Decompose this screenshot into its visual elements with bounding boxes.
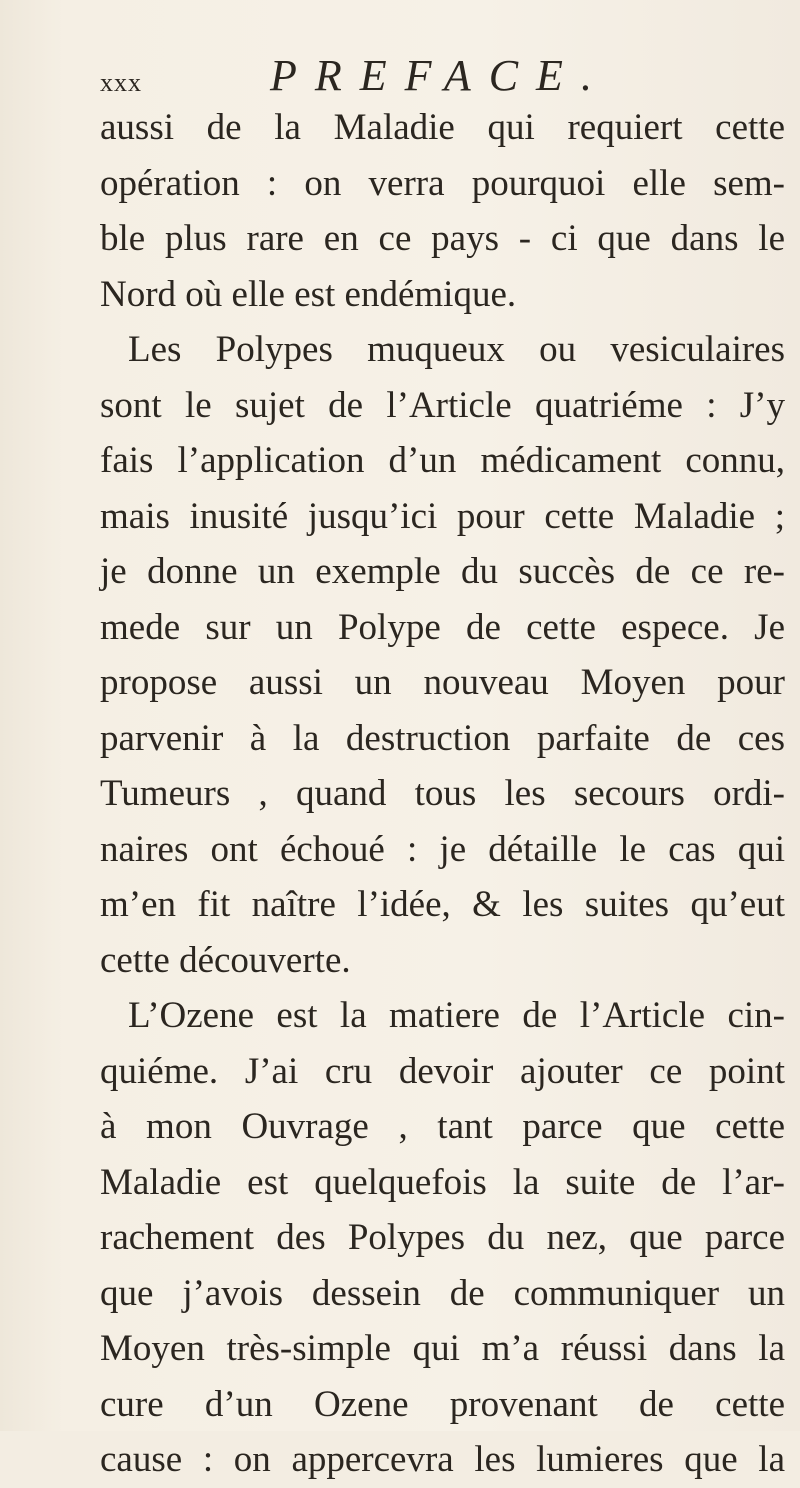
text-line: Moyen très-simple qui m’a réussi dans la [100,1328,785,1369]
text-line: Maladie est quelquefois la suite de l’ar- [100,1161,785,1203]
text-line: ble plus rare en ce pays - ci que dans le [100,218,785,259]
text-line: cause : on appercevra les lumieres que la [100,1439,785,1480]
text-line: que j’avois dessein de communiquer un [100,1272,785,1314]
page-number: xxx [100,68,142,97]
text-line: Les Polypes muqueux ou vesiculaires [128,329,785,370]
text-line: mede sur un Polype de cette espece. Je [100,606,785,648]
text-line: Tumeurs , quand tous les secours ordi- [100,773,785,814]
text-line: Nord où elle est endémique. [100,273,517,315]
body-text [100,100,785,1488]
text-line: cure d’un Ozene provenant de cette [100,1383,785,1425]
text-line: je donne un exemple du succès de ce re- [100,551,785,592]
text-line: quiéme. J’ai cru devoir ajouter ce point [100,1050,785,1092]
text-line: parvenir à la destruction parfaite de ces [100,717,785,759]
text-line: L’Ozene est la matiere de l’Article cin- [128,995,785,1036]
text-line: propose aussi un nouveau Moyen pour [100,662,785,703]
text-line: rachement des Polypes du nez, que parce [100,1217,785,1258]
text-line: fais l’application d’un médicament connu, [100,440,785,481]
running-title: PREFACE. [270,51,610,100]
text-line: aussi de la Maladie qui requiert cette [100,107,785,148]
text-line: cette découverte. [100,939,351,981]
text-line: sont le sujet de l’Article quatriéme : J’y [100,384,785,426]
text-line: opération : on verra pourquoi elle sem- [100,162,785,204]
page-header [100,50,770,100]
text-line: à mon Ouvrage , tant parce que cette [100,1106,785,1147]
text-line: m’en fit naître l’idée, & les suites qu’eut [100,884,785,925]
text-line: naires ont échoué : je détaille le cas qui [100,828,785,870]
text-line: mais inusité jusqu’ici pour cette Maladie ; [100,495,785,537]
